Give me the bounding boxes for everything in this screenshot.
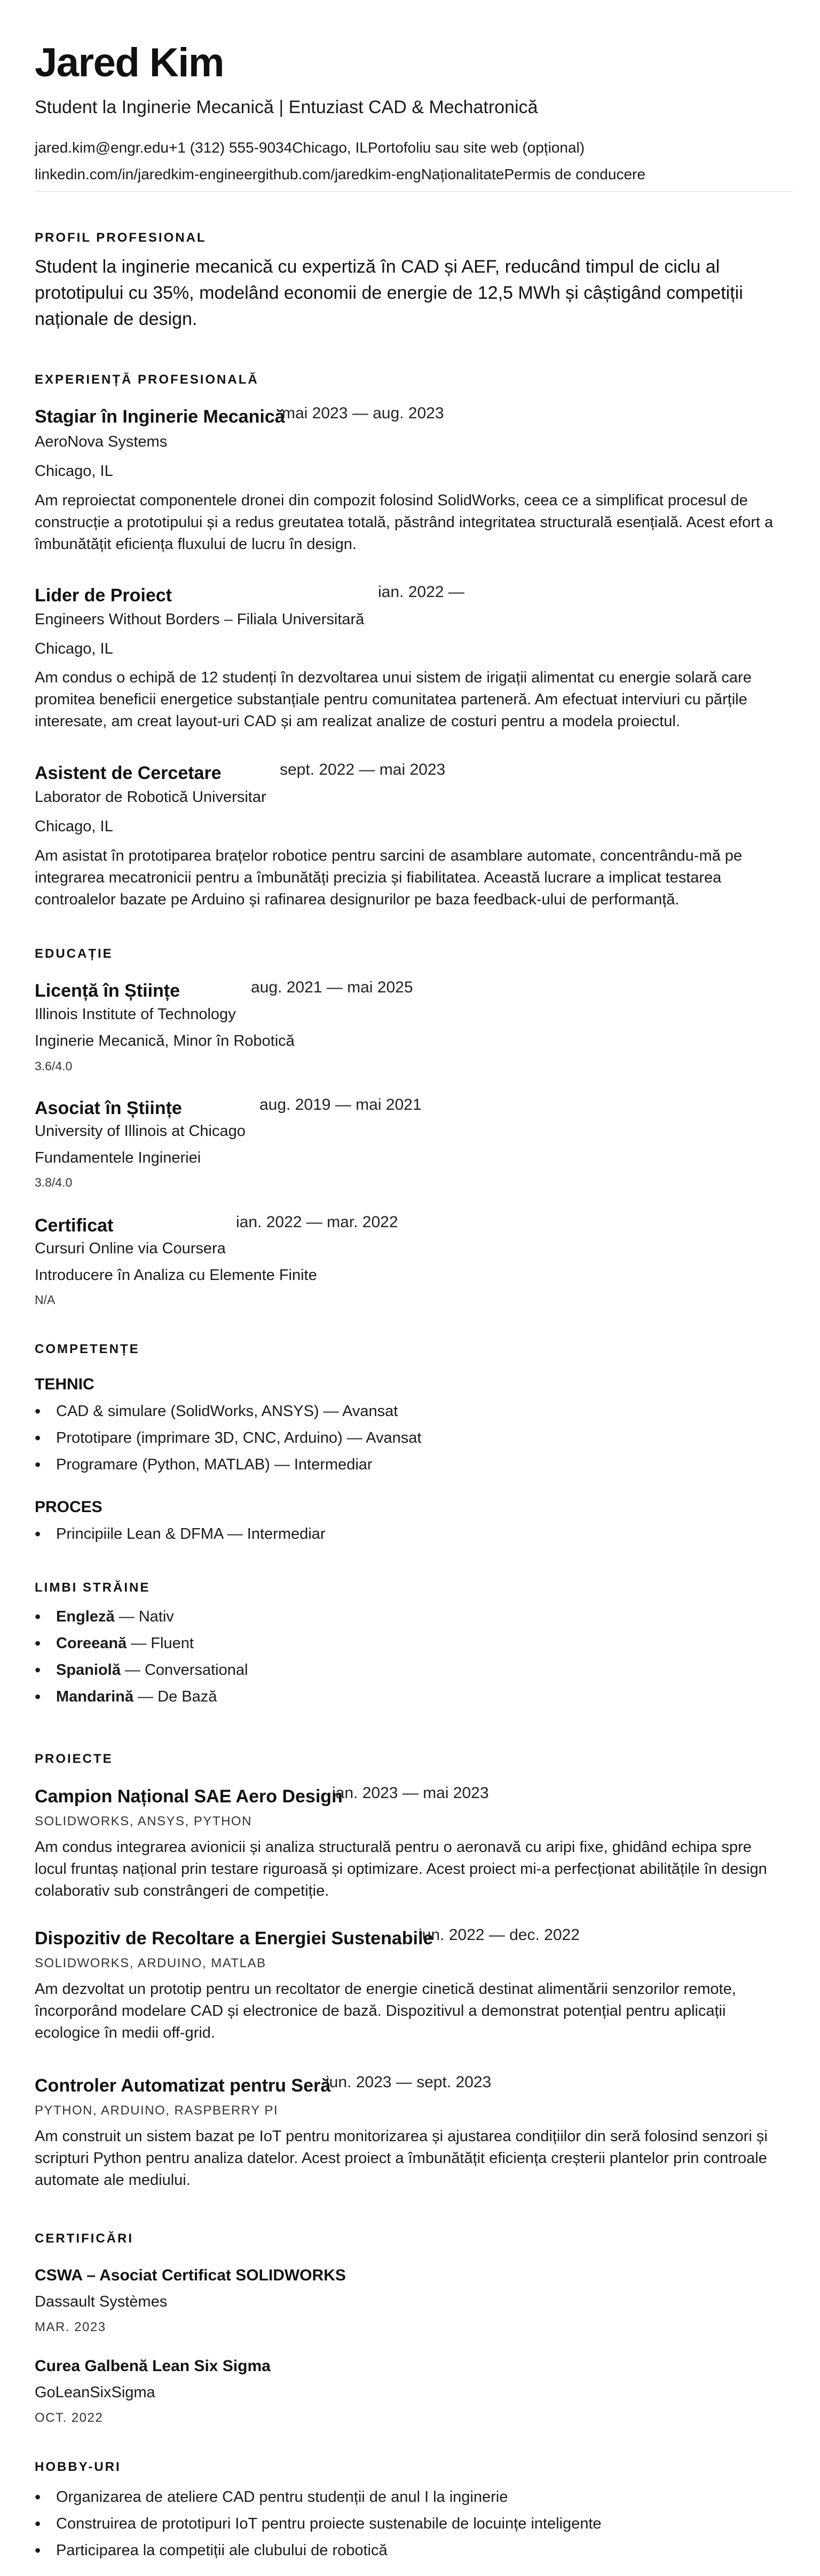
language-item <box>35 1630 248 1657</box>
skill-item: • Principiile Lean & DFMA — Intermediar <box>35 1521 325 1547</box>
certification-name: CSWA – Asociat Certificat SOLIDWORKS <box>35 2267 346 2284</box>
driving-license: Permis de conducere <box>504 166 645 182</box>
job-role: Lider de Proiect <box>35 585 172 606</box>
skills-list <box>35 1398 421 1478</box>
education-dates: aug. 2021 — mai 2025 <box>251 979 413 996</box>
education-degree: Licență în Științe <box>35 981 180 1001</box>
skills-list <box>35 1521 325 1547</box>
language-level: — Fluent <box>127 1635 194 1652</box>
language-level: — De Bază <box>133 1688 217 1705</box>
education-school: Cursuri Online via Coursera <box>35 1240 226 1257</box>
job-location: Chicago, IL <box>35 640 113 657</box>
hobby-item: • Participarea la competiții ale clubului de robotică <box>35 2537 602 2564</box>
language-name: Engleză <box>56 1608 115 1625</box>
education-dates: ian. 2022 — mar. 2022 <box>236 1213 398 1231</box>
language-item <box>35 1683 248 1710</box>
language-item <box>35 1657 248 1683</box>
education-degree: Asociat în Științe <box>35 1098 182 1118</box>
skills-group-title: TEHNIC <box>35 1376 94 1393</box>
job-location: Chicago, IL <box>35 818 113 835</box>
skills-group-title: PROCES <box>35 1498 102 1516</box>
job-description: Am condus o echipă de 12 studenți în dezvoltarea unui sistem de irigații alimentat cu energie solară care promitea beneficii energetice substanțiale pentru comunitatea parteneră. Am efectuat interviuri cu părțile interesate, am creat layout-uri CAD și am realizat analize de costuri pentru a modela proiectul. <box>35 669 752 730</box>
job-dates: mai 2023 — aug. 2023 <box>282 404 444 422</box>
project-description: Am construit un sistem bazat pe IoT pentru monitorizarea și ajustarea condițiilor din seră folosind senzori și scripturi Python pentru analiza datelor. Acest proiect a îmbunătățit eficiența creșterii plantelor prin controale automate ale mediului. <box>35 2128 768 2189</box>
project-description: Am condus integrarea avionicii și analiza structurală pentru o aeronavă cu aripi fixe, ghidând echipa spre locul fruntaș național prin testare riguroasă și optimizare. Acest proiect mi-a perfecționat abilitățile în design colaborativ sub constrângeri de competiție. <box>35 1839 767 1899</box>
language-name: Spaniolă <box>56 1661 121 1679</box>
job-company: Laborator de Robotică Universitar <box>35 789 266 806</box>
project-description: Am dezvoltat un prototip pentru un recoltator de energie cinetică destinat alimentării senzorilor remote, încorporând modelare CAD și electronice de bază. Dispozitivul a demonstrat potențial pentru aplicații ecologice în medii off-grid. <box>35 1981 736 2041</box>
contact-row <box>35 139 793 156</box>
education-field: Introducere în Analiza cu Elemente Finite <box>35 1267 317 1284</box>
candidate-name: Jared Kim <box>35 40 224 85</box>
certification-date: OCT. 2022 <box>35 2411 104 2425</box>
project-name: Campion Național SAE Aero Design <box>35 1786 343 1807</box>
certification-issuer: GoLeanSixSigma <box>35 2384 155 2401</box>
education-grade: 3.6/4.0 <box>35 1059 73 1073</box>
linkedin-link[interactable]: linkedin.com/in/jaredkim-engineer <box>35 166 258 182</box>
certifications-section-title: CERTIFICĂRI <box>35 2231 133 2246</box>
summary-section-title: PROFIL PROFESIONAL <box>35 230 207 245</box>
hobby-item: • Organizarea de ateliere CAD pentru studenții de anul I la inginerie <box>35 2484 602 2510</box>
experience-section-title: EXPERIENȚĂ PROFESIONALĂ <box>35 372 259 387</box>
education-field: Inginerie Mecanică, Minor în Robotică <box>35 1032 295 1050</box>
job-role: Stagiar în Inginerie Mecanică <box>35 407 285 427</box>
language-item <box>35 1603 248 1630</box>
hobby-item: • Construirea de prototipuri IoT pentru proiecte sustenabile de locuințe inteligente <box>35 2510 602 2537</box>
project-dates: iun. 2022 — dec. 2022 <box>419 1926 580 1944</box>
job-dates: sept. 2022 — mai 2023 <box>280 761 446 778</box>
job-company: AeroNova Systems <box>35 433 168 450</box>
hobbies-section-title: HOBBY-URI <box>35 2460 121 2474</box>
language-level: — Conversational <box>120 1661 248 1679</box>
certification-name: Curea Galbenă Lean Six Sigma <box>35 2357 271 2375</box>
portfolio-link[interactable]: Portofoliu sau site web (opțional) <box>367 139 585 156</box>
education-field: Fundamentele Ingineriei <box>35 1149 201 1166</box>
language-name: Mandarină <box>56 1688 134 1705</box>
job-role: Asistent de Cercetare <box>35 763 222 783</box>
certification-issuer: Dassault Systèmes <box>35 2293 168 2310</box>
job-location: Chicago, IL <box>35 463 113 480</box>
language-level: — Nativ <box>114 1608 174 1625</box>
education-grade: 3.8/4.0 <box>35 1175 73 1189</box>
project-dates: iun. 2023 — sept. 2023 <box>326 2073 492 2091</box>
language-name: Coreeană <box>56 1635 127 1652</box>
certification-date: MAR. 2023 <box>35 2320 106 2334</box>
project-tech: SOLIDWORKS, ARDUINO, MATLAB <box>35 1956 266 1970</box>
skill-item: • CAD & simulare (SolidWorks, ANSYS) — Avansat <box>35 1398 421 1425</box>
links-row <box>35 166 793 183</box>
github-link[interactable]: github.com/jaredkim-eng <box>257 166 421 182</box>
hobbies-list <box>35 2484 602 2564</box>
phone-number[interactable]: +1 (312) 555-9034 <box>169 139 293 156</box>
education-grade: N/A <box>35 1293 56 1307</box>
email-link[interactable]: jared.kim@engr.edu <box>35 139 169 156</box>
skill-item: • Prototipare (imprimare 3D, CNC, Arduino) — Avansat <box>35 1425 421 1451</box>
job-description: Am asistat în prototiparea brațelor robotice pentru sarcini de asamblare automate, concentrându-mă pe integrarea mecatronicii pentru a îmbunătăți precizia și fiabilitatea. Această lucrare a implicat testarea controalelor bazate pe Arduino și rafinarea designurilor pe baza feedback-ului de performanță. <box>35 847 743 908</box>
candidate-tagline: Student la Inginerie Mecanică | Entuziast CAD & Mechatronică <box>35 97 538 117</box>
education-section-title: EDUCAȚIE <box>35 947 113 961</box>
nationality: Naționalitate <box>421 166 504 182</box>
skills-section-title: COMPETENȚE <box>35 1342 140 1356</box>
job-company: Engineers Without Borders – Filiala Universitară <box>35 611 365 628</box>
projects-section-title: PROIECTE <box>35 1752 113 1766</box>
header-divider <box>35 191 793 192</box>
project-dates: ian. 2023 — mai 2023 <box>332 1784 489 1802</box>
project-tech: SOLIDWORKS, ANSYS, PYTHON <box>35 1814 252 1828</box>
job-description: Am reproiectat componentele dronei din compozit folosind SolidWorks, ceea ce a simplificat procesul de construcție a prototipului și a redus greutatea totală, păstrând integritatea structurală esențială. Acest efort a îmbunătățit eficiența fluxului de lucru în design. <box>35 492 774 553</box>
project-name: Dispozitiv de Recoltare a Energiei Sustenabile <box>35 1928 433 1949</box>
summary-text: Student la inginerie mecanică cu expertiză în CAD și AEF, reducând timpul de ciclu al prototipului cu 35%, modelând economii de energie de 12,5 MWh și câștigând competiții naționale de design. <box>35 257 743 329</box>
job-dates: ian. 2022 — <box>378 583 464 601</box>
resume-header <box>35 40 793 183</box>
languages-section-title: LIMBI STRĂINE <box>35 1580 151 1595</box>
education-degree: Certificat <box>35 1215 114 1236</box>
location: Chicago, IL <box>292 139 368 156</box>
education-school: Illinois Institute of Technology <box>35 1006 236 1023</box>
project-name: Controler Automatizat pentru Seră <box>35 2076 331 2096</box>
education-dates: aug. 2019 — mai 2021 <box>259 1096 422 1114</box>
education-school: University of Illinois at Chicago <box>35 1123 246 1140</box>
languages-list <box>35 1603 248 1710</box>
project-tech: PYTHON, ARDUINO, RASPBERRY PI <box>35 2103 279 2118</box>
skill-item: • Programare (Python, MATLAB) — Intermediar <box>35 1451 421 1478</box>
